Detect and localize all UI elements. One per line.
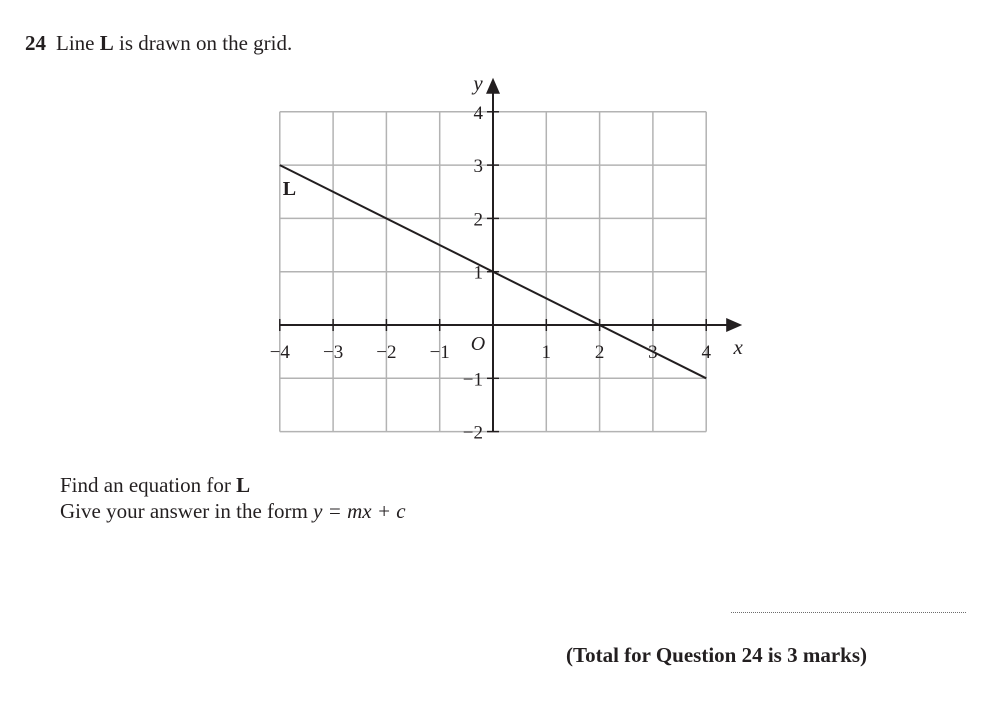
instruction-form-text: Give your answer in the form: [60, 499, 314, 523]
y-tick-label: 2: [473, 209, 483, 231]
origin-label: O: [470, 333, 486, 355]
y-axis-arrow: [486, 78, 500, 94]
answer-line[interactable]: [731, 612, 966, 613]
question-intro-text: Line: [56, 31, 100, 55]
instruction-answer-form: [60, 498, 406, 524]
instruction-find-equation: [60, 472, 250, 498]
x-tick-label: −1: [429, 342, 450, 363]
question-intro-rest: is drawn on the grid.: [113, 31, 293, 55]
x-tick-label: −3: [322, 342, 344, 363]
question-total-marks: (Total for Question 24 is 3 marks): [566, 643, 868, 667]
y-axis-label: y: [473, 70, 483, 95]
line-L-label: L: [282, 178, 297, 201]
instruction-find-text: Find an equation for: [60, 473, 237, 497]
x-axis-label: x: [733, 335, 743, 359]
instruction-line-name: L: [236, 473, 251, 497]
question-number: 24: [25, 31, 46, 55]
x-tick-label: 3: [648, 342, 658, 363]
x-tick-label: 4: [701, 342, 711, 363]
x-axis-arrow: [726, 318, 742, 332]
line-name: L: [99, 31, 114, 55]
x-tick-label: −2: [376, 342, 397, 363]
y-tick-label: −2: [462, 422, 483, 444]
y-tick-label: 4: [473, 102, 483, 124]
y-tick-label: −1: [462, 369, 483, 391]
y-tick-label: 1: [473, 262, 483, 284]
x-tick-label: 1: [541, 342, 552, 363]
tick-labels: [270, 71, 744, 444]
x-tick-label: −4: [269, 342, 290, 363]
y-tick-label: 3: [473, 156, 483, 178]
equation-form: y = mx + c: [313, 499, 406, 523]
x-tick-label: 2: [594, 342, 605, 363]
